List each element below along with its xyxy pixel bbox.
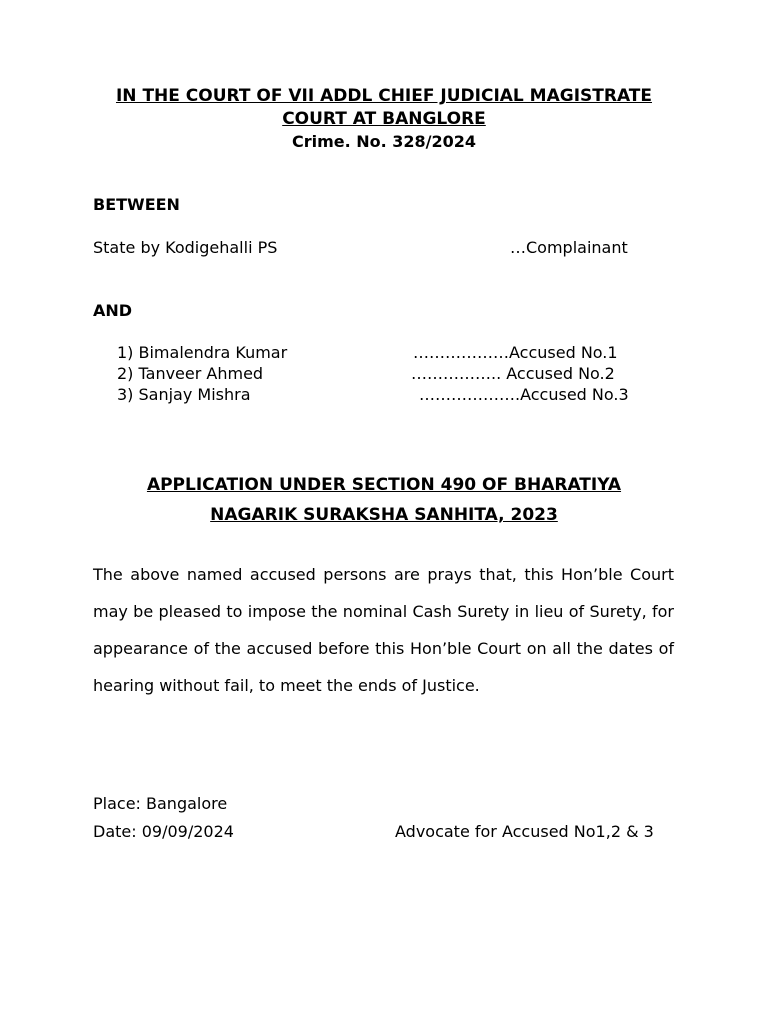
date-line: Date: 09/09/2024 [93,822,234,841]
accused-1-name: 1) Bimalendra Kumar [117,343,288,362]
complainant-role: …Complainant [510,238,628,257]
application-title-line-2: NAGARIK SURAKSHA SANHITA, 2023 [210,505,558,525]
application-title-line-1: APPLICATION UNDER SECTION 490 OF BHARATIYA [146,475,622,495]
accused-1-role: ………………Accused No.1 [413,343,618,362]
place-line: Place: Bangalore [93,794,228,813]
crime-number: Crime. No. 328/2024 [291,132,477,151]
court-title-line-1: IN THE COURT OF VII ADDL CHIEF JUDICIAL MAGISTRATE [115,86,652,106]
court-title-line-2: COURT AT BANGLORE [282,109,486,129]
accused-3-role: ……………….Accused No.3 [419,385,629,404]
between-label: BETWEEN [93,195,180,214]
accused-3-name: 3) Sanjay Mishra [117,385,251,404]
and-label: AND [93,301,133,320]
accused-2-role: …………….. Accused No.2 [411,364,615,383]
application-body: The above named accused persons are prays that, this Hon’ble Court may be pleased to impose the nominal Cash Surety in lieu of Surety, for appearance of the accused before this Hon’ble Court on all the dates of hearing without fail, to meet the ends of Justice. [93,565,674,695]
accused-2-name: 2) Tanveer Ahmed [117,364,264,383]
complainant-name: State by Kodigehalli PS [93,238,278,257]
advocate-line: Advocate for Accused No1,2 & 3 [395,822,654,841]
